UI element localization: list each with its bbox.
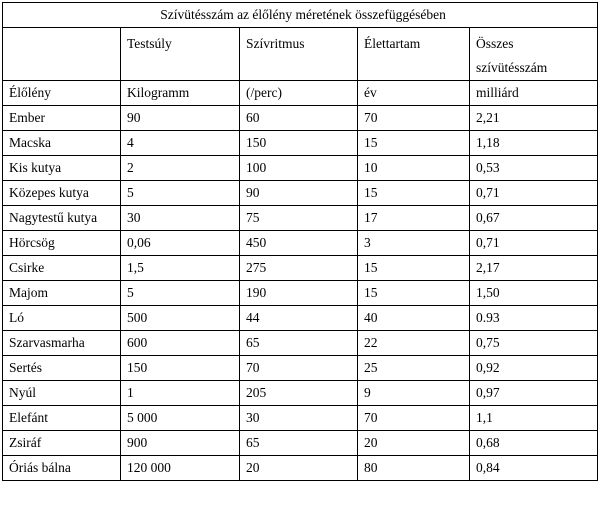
weight-cell: 5 — [121, 181, 240, 206]
lifespan-cell: 9 — [358, 381, 470, 406]
weight-cell: 150 — [121, 356, 240, 381]
total-beats-cell: 2,17 — [470, 256, 598, 281]
total-beats-cell: 0,71 — [470, 231, 598, 256]
organism-cell: Nyúl — [3, 381, 121, 406]
table-row — [3, 106, 598, 131]
weight-cell: 900 — [121, 431, 240, 456]
heart-rate-cell: 100 — [240, 156, 358, 181]
table-row — [3, 431, 598, 456]
weight-cell: 2 — [121, 156, 240, 181]
lifespan-cell: 10 — [358, 156, 470, 181]
heart-rate-cell: 70 — [240, 356, 358, 381]
weight-cell: 1,5 — [121, 256, 240, 281]
header-total-line1: Összes — [476, 36, 514, 51]
weight-cell: 600 — [121, 331, 240, 356]
heart-rate-cell: 44 — [240, 306, 358, 331]
table-row — [3, 306, 598, 331]
total-beats-cell: 0,84 — [470, 456, 598, 481]
lifespan-cell: 22 — [358, 331, 470, 356]
heart-rate-cell: 30 — [240, 406, 358, 431]
lifespan-cell: 3 — [358, 231, 470, 256]
unit-cell-organism: Élőlény — [3, 81, 121, 106]
organism-cell: Sertés — [3, 356, 121, 381]
weight-cell: 1 — [121, 381, 240, 406]
total-beats-cell: 0,68 — [470, 431, 598, 456]
total-beats-cell: 0,92 — [470, 356, 598, 381]
organism-cell: Zsiráf — [3, 431, 121, 456]
total-beats-cell: 1,50 — [470, 281, 598, 306]
lifespan-cell: 17 — [358, 206, 470, 231]
organism-cell: Majom — [3, 281, 121, 306]
organism-cell: Óriás bálna — [3, 456, 121, 481]
table-row — [3, 356, 598, 381]
total-beats-cell: 0.93 — [470, 306, 598, 331]
organism-cell: Hörcsög — [3, 231, 121, 256]
header-row-labels — [3, 28, 598, 81]
table-row — [3, 331, 598, 356]
table-row — [3, 256, 598, 281]
unit-cell-per-minute: (/perc) — [240, 81, 358, 106]
heart-rate-cell: 190 — [240, 281, 358, 306]
table-row — [3, 131, 598, 156]
total-beats-cell: 1,18 — [470, 131, 598, 156]
header-cell-total-beats — [470, 28, 598, 81]
weight-cell: 4 — [121, 131, 240, 156]
organism-cell: Elefánt — [3, 406, 121, 431]
table-row — [3, 456, 598, 481]
unit-cell-billion: milliárd — [470, 81, 598, 106]
heart-rate-cell: 20 — [240, 456, 358, 481]
total-beats-cell: 0,97 — [470, 381, 598, 406]
weight-cell: 5 — [121, 281, 240, 306]
organism-cell: Szarvasmarha — [3, 331, 121, 356]
header-cell-weight: Testsúly — [121, 28, 240, 81]
total-beats-cell: 0,53 — [470, 156, 598, 181]
lifespan-cell: 70 — [358, 106, 470, 131]
total-beats-cell: 2,21 — [470, 106, 598, 131]
lifespan-cell: 70 — [358, 406, 470, 431]
table-row — [3, 281, 598, 306]
organism-cell: Ló — [3, 306, 121, 331]
weight-cell: 5 000 — [121, 406, 240, 431]
lifespan-cell: 20 — [358, 431, 470, 456]
header-total-line2: szívütésszám — [476, 60, 548, 75]
heart-rate-cell: 75 — [240, 206, 358, 231]
total-beats-cell: 0,71 — [470, 181, 598, 206]
heart-rate-cell: 60 — [240, 106, 358, 131]
header-row-units — [3, 81, 598, 106]
unit-cell-year: év — [358, 81, 470, 106]
table-row — [3, 406, 598, 431]
table-title: Szívütésszám az élőlény méretének összefüggésében — [3, 3, 598, 28]
unit-cell-kilogram: Kilogramm — [121, 81, 240, 106]
table-row — [3, 381, 598, 406]
weight-cell: 500 — [121, 306, 240, 331]
heart-rate-cell: 90 — [240, 181, 358, 206]
heart-rate-cell: 450 — [240, 231, 358, 256]
table-row — [3, 231, 598, 256]
heart-rate-cell: 65 — [240, 331, 358, 356]
weight-cell: 0,06 — [121, 231, 240, 256]
organism-cell: Ember — [3, 106, 121, 131]
header-cell-blank — [3, 28, 121, 81]
heart-rate-table — [2, 2, 598, 481]
lifespan-cell: 15 — [358, 131, 470, 156]
heart-rate-cell: 150 — [240, 131, 358, 156]
lifespan-cell: 40 — [358, 306, 470, 331]
heart-rate-cell: 275 — [240, 256, 358, 281]
lifespan-cell: 15 — [358, 256, 470, 281]
organism-cell: Nagytestű kutya — [3, 206, 121, 231]
lifespan-cell: 80 — [358, 456, 470, 481]
table-row — [3, 156, 598, 181]
header-cell-lifespan: Élettartam — [358, 28, 470, 81]
lifespan-cell: 25 — [358, 356, 470, 381]
weight-cell: 30 — [121, 206, 240, 231]
heart-rate-cell: 205 — [240, 381, 358, 406]
weight-cell: 120 000 — [121, 456, 240, 481]
table-row — [3, 206, 598, 231]
weight-cell: 90 — [121, 106, 240, 131]
organism-cell: Csirke — [3, 256, 121, 281]
lifespan-cell: 15 — [358, 181, 470, 206]
lifespan-cell: 15 — [358, 281, 470, 306]
table-row — [3, 181, 598, 206]
total-beats-cell: 1,1 — [470, 406, 598, 431]
total-beats-cell: 0,67 — [470, 206, 598, 231]
organism-cell: Kis kutya — [3, 156, 121, 181]
organism-cell: Macska — [3, 131, 121, 156]
total-beats-cell: 0,75 — [470, 331, 598, 356]
header-cell-heart-rate: Szívritmus — [240, 28, 358, 81]
heart-rate-cell: 65 — [240, 431, 358, 456]
organism-cell: Közepes kutya — [3, 181, 121, 206]
